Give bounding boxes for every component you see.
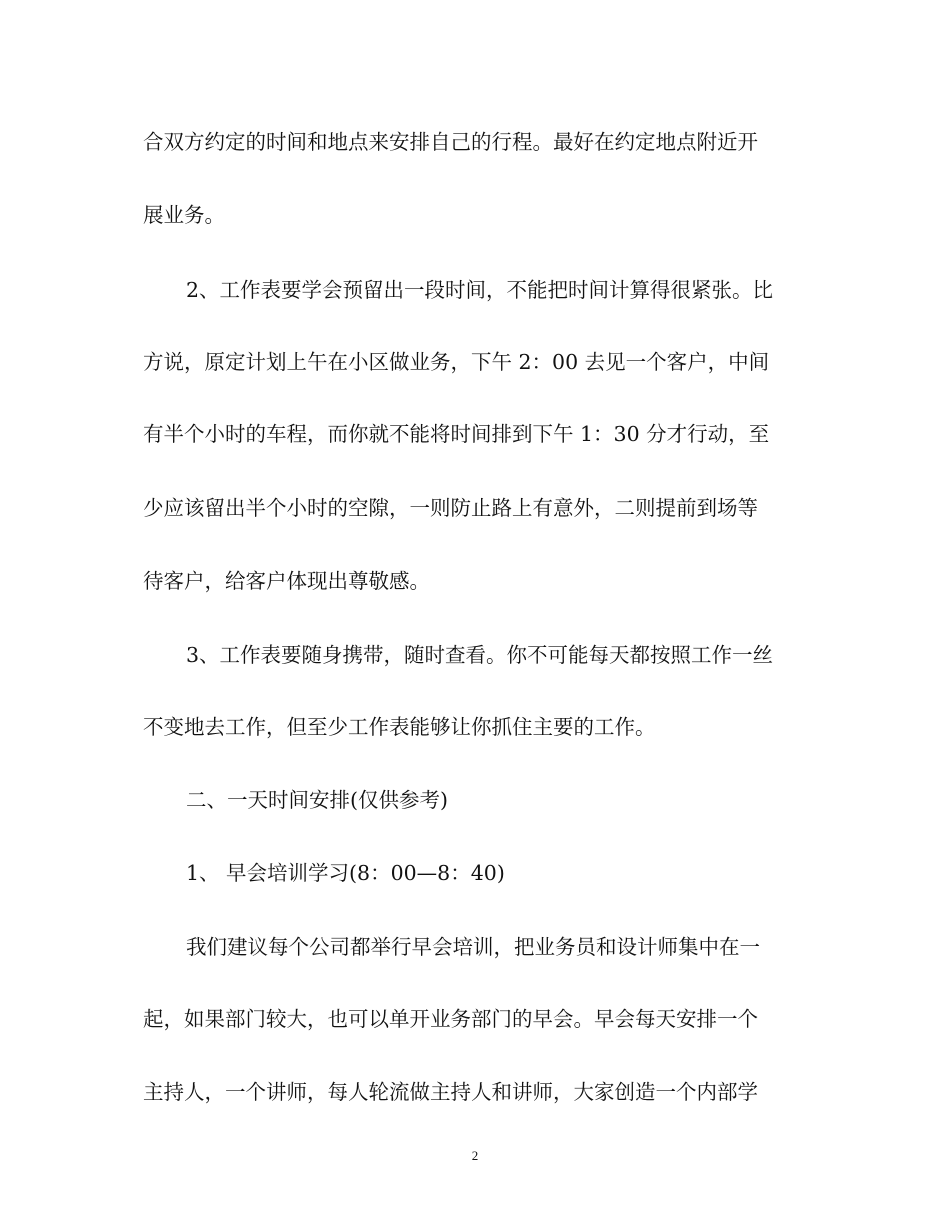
subsection-heading: 1、 早会培训学习(8：00—8：40) [186,861,505,885]
section-heading: 二、一天时间安排(仅供参考) [186,788,448,812]
text-line: 起，如果部门较大，也可以单开业务部门的早会。早会每天安排一个 [143,1007,758,1031]
text-line: 方说，原定计划上午在小区做业务，下午 2：00 去见一个客户，中间 [143,350,770,374]
text-line: 待客户，给客户体现出尊敬感。 [143,569,430,593]
page-number: 2 [471,1148,479,1163]
text-line: 展业务。 [143,203,225,227]
paragraph-start-line: 2、工作表要学会预留出一段时间，不能把时间计算得很紧张。比 [186,278,774,302]
paragraph-start-line: 3、工作表要随身携带，随时查看。你不可能每天都按照工作一丝 [186,643,774,667]
text-line: 合双方约定的时间和地点来安排自己的行程。最好在约定地点附近开 [143,130,758,154]
text-line: 有半个小时的车程，而你就不能将时间排到下午 1：30 分才行动，至 [143,422,770,446]
text-line: 少应该留出半个小时的空隙，一则防止路上有意外，二则提前到场等 [143,496,758,520]
paragraph-start-line: 我们建议每个公司都举行早会培训，把业务员和设计师集中在一 [186,935,760,959]
text-line: 不变地去工作，但至少工作表能够让你抓住主要的工作。 [143,715,656,739]
text-line: 主持人，一个讲师，每人轮流做主持人和讲师，大家创造一个内部学 [143,1080,758,1104]
